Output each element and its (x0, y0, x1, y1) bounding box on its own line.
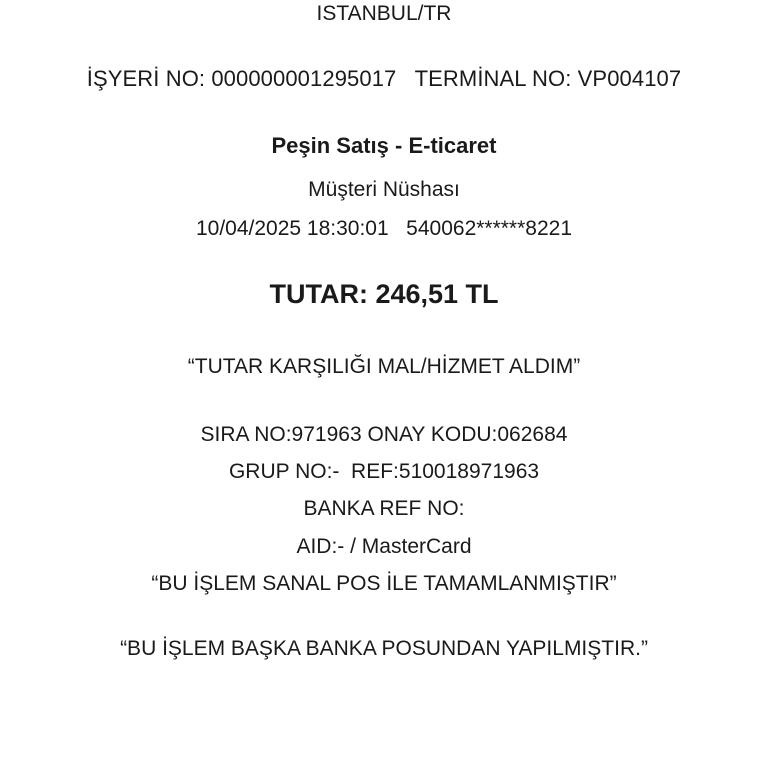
goods-received-declaration-line: “TUTAR KARŞILIĞI MAL/HİZMET ALDIM” (187, 355, 581, 379)
other-bank-pos-note-line: “BU İŞLEM BAŞKA BANKA POSUNDAN YAPILMIŞTIR.” (120, 636, 648, 660)
virtual-pos-note-line: “BU İŞLEM SANAL POS İLE TAMAMLANMIŞTIR” (151, 571, 617, 595)
datetime-and-card-line: 10/04/2025 18:30:01 540062******8221 (195, 216, 572, 240)
sale-type-line: Peşin Satış - E-ticaret (271, 133, 497, 159)
merchant-terminal-id-line: İŞYERİ NO: 000000001295017 TERMİNAL NO: VP004107 (86, 66, 682, 92)
total-amount-line: TUTAR: 246,51 TL (269, 279, 499, 310)
aid-and-card-scheme-line: AID:- / MasterCard (296, 534, 472, 558)
group-and-reference-line: GRUP NO:- REF:510018971963 (228, 460, 540, 484)
merchant-city-line: ISTANBUL/TR (316, 2, 452, 25)
copy-type-line: Müşteri Nüshası (308, 177, 460, 201)
receipt-bottom-margin (0, 684, 768, 768)
bank-reference-line: BANKA REF NO: (303, 497, 465, 521)
sequence-and-approval-code-line: SIRA NO:971963 ONAY KODU:062684 (200, 423, 568, 447)
